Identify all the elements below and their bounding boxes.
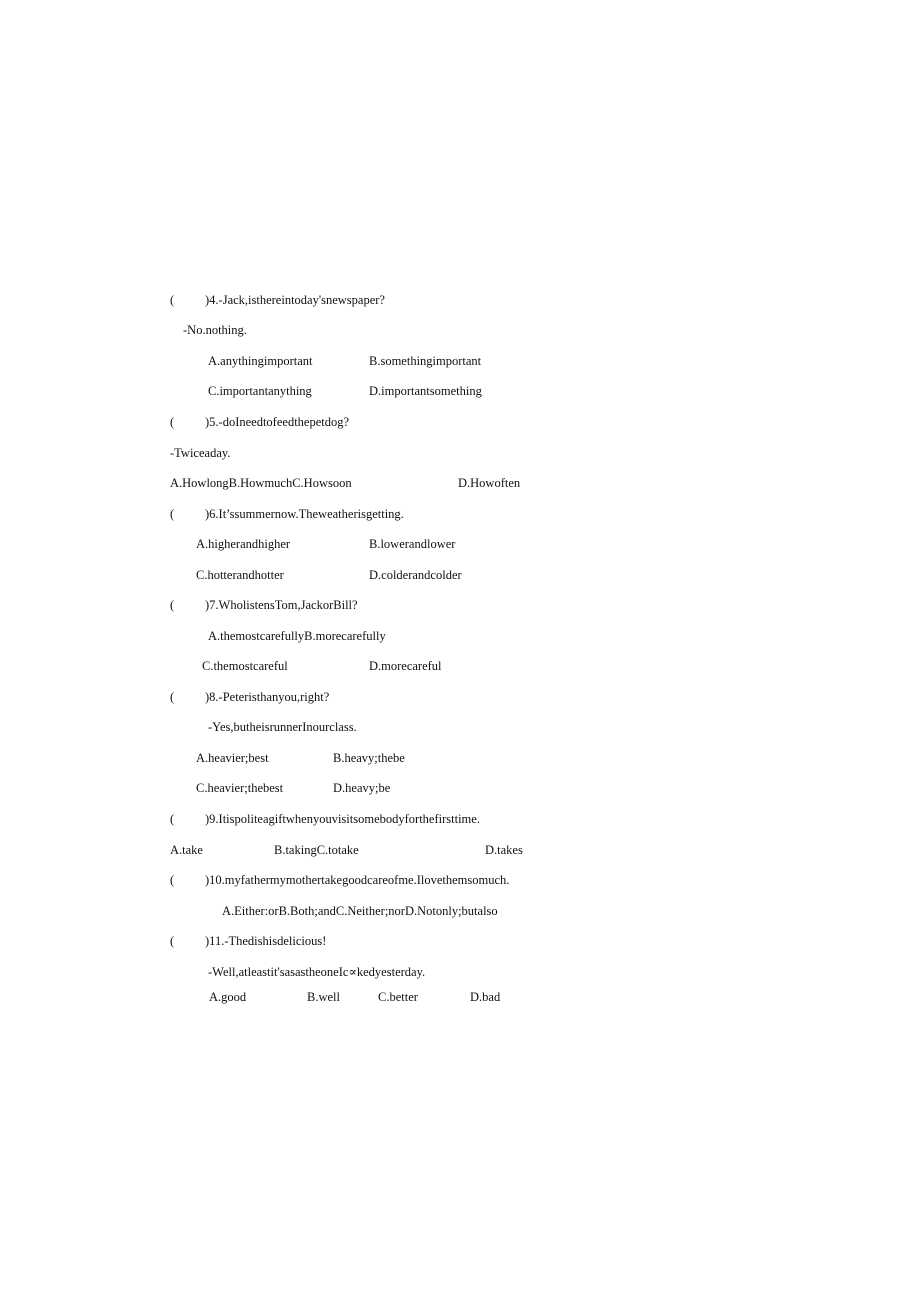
q4-open-paren: ( (170, 293, 175, 307)
q6-option-d: D.colderandcolder (369, 568, 462, 582)
q5-open-paren: ( (170, 415, 175, 429)
q7-option-d: D.morecareful (369, 659, 442, 673)
q11-option-a: A.good (209, 990, 247, 1004)
q9-options-bc: B.takingC.totake (274, 843, 359, 857)
q5-stem: )5.-doIneedtofeedthepetdog? (205, 415, 350, 429)
q6-stem: )6.It’ssummernow.Theweatherisgetting. (205, 507, 404, 521)
q7-open-paren: ( (170, 598, 175, 612)
q8-option-a: A.heavier;best (196, 751, 269, 765)
q6-open-paren: ( (170, 507, 175, 521)
q7-stem: )7.WholistensTom,JackorBill? (205, 598, 358, 612)
q6-option-b: B.lowerandlower (369, 537, 456, 551)
q9-open-paren: ( (170, 812, 175, 826)
q8-option-b: B.heavy;thebe (333, 751, 405, 765)
q11-reply: -Well,atleastit'sasastheoneIc∝kedyesterday. (208, 965, 426, 979)
q4-stem: )4.-Jack,isthereintoday'snewspaper? (205, 293, 385, 307)
q10-stem: )10.myfathermymothertakegoodcareofme.Ilovethemsomuch. (205, 873, 510, 887)
q4-reply: -No.nothing. (183, 323, 247, 337)
q8-stem: )8.-Peteristhanyou,right? (205, 690, 330, 704)
q5-option-d: D.Howoften (458, 476, 521, 490)
q8-reply: -Yes,butheisrunnerInourclass. (208, 720, 357, 734)
q11-open-paren: ( (170, 934, 175, 948)
q5-reply: -Twiceaday. (170, 446, 231, 460)
q7-options-ab: A.themostcarefullyB.morecarefully (208, 629, 386, 643)
q6-option-a: A.higherandhigher (196, 537, 291, 551)
q6-option-c: C.hotterandhotter (196, 568, 284, 582)
q7-option-c: C.themostcareful (202, 659, 288, 673)
q5-options-abc: A.HowlongB.HowmuchC.Howsoon (170, 476, 352, 490)
q8-option-c: C.heavier;thebest (196, 781, 284, 795)
q9-stem: )9.Itispoliteagiftwhenyouvisitsomebodyforthefirsttime. (205, 812, 480, 826)
q4-option-d: D.importantsomething (369, 384, 482, 398)
q11-option-c: C.better (378, 990, 418, 1004)
q11-option-b: B.well (307, 990, 340, 1004)
q10-open-paren: ( (170, 873, 175, 887)
q9-option-d: D.takes (485, 843, 523, 857)
q8-option-d: D.heavy;be (333, 781, 391, 795)
q8-open-paren: ( (170, 690, 175, 704)
q11-option-d: D.bad (470, 990, 501, 1004)
q4-option-c: C.importantanything (208, 384, 312, 398)
q10-options: A.Either:orB.Both;andC.Neither;norD.Notonly;butalso (222, 904, 498, 918)
q11-stem: )11.-Thedishisdelicious! (205, 934, 327, 948)
q4-option-a: A.anythingimportant (208, 354, 313, 368)
q4-option-b: B.somethingimportant (369, 354, 482, 368)
q9-option-a: A.take (170, 843, 203, 857)
